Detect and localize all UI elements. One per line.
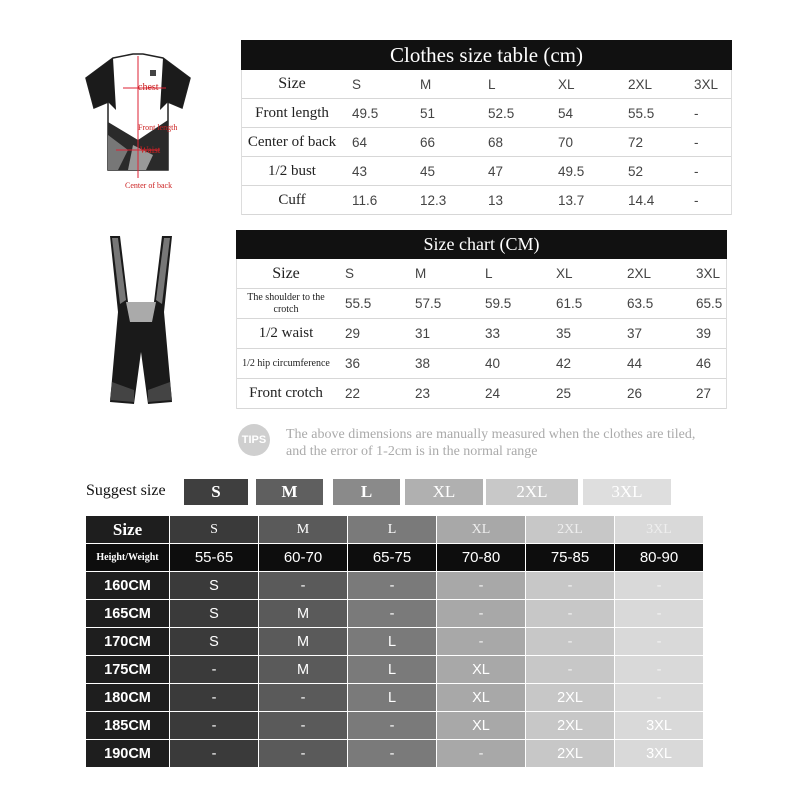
grid-cell: - bbox=[437, 600, 526, 628]
grid-cell: - bbox=[348, 600, 437, 628]
clothes-size-table-body bbox=[241, 70, 732, 215]
table1-header-cell: L bbox=[488, 76, 496, 92]
table1-cell: 47 bbox=[488, 163, 504, 179]
grid-row bbox=[86, 684, 704, 712]
size-recommendation-grid bbox=[86, 516, 704, 768]
grid-header-cell: Size bbox=[86, 516, 170, 544]
table2-cell: 55.5 bbox=[345, 296, 372, 311]
table1-cell: 64 bbox=[352, 134, 368, 150]
grid-cell: M bbox=[259, 600, 348, 628]
grid-cell: L bbox=[348, 656, 437, 684]
table2-cell: 44 bbox=[627, 356, 643, 371]
grid-cell: S bbox=[170, 572, 259, 600]
table2-row-label: Front crotch bbox=[249, 385, 323, 401]
grid-cell: - bbox=[615, 572, 704, 600]
clothes-size-table bbox=[241, 40, 732, 215]
table1-cell: 11.6 bbox=[352, 192, 378, 208]
grid-row bbox=[86, 628, 704, 656]
grid-hw-cell: Height/Weight bbox=[86, 544, 170, 572]
grid-cell: - bbox=[615, 684, 704, 712]
table2-cell: 42 bbox=[556, 356, 572, 371]
jersey-illustration bbox=[78, 50, 198, 198]
grid-header-cell: M bbox=[259, 516, 348, 544]
table2-cell: 37 bbox=[627, 326, 643, 341]
grid-cell: - bbox=[259, 740, 348, 768]
grid-cell: - bbox=[526, 572, 615, 600]
table1-cell: 55.5 bbox=[628, 105, 655, 121]
grid-cell: 175CM bbox=[86, 656, 170, 684]
grid-header-cell: XL bbox=[437, 516, 526, 544]
grid-cell: 3XL bbox=[615, 712, 704, 740]
suggest-size-label: Suggest size bbox=[86, 482, 166, 499]
grid-cell: L bbox=[348, 684, 437, 712]
table1-row-label: Center of back bbox=[247, 133, 337, 150]
table2-row-label: The shoulder to the crotch bbox=[247, 291, 325, 315]
grid-cell: - bbox=[526, 656, 615, 684]
table2-cell: 36 bbox=[345, 356, 361, 371]
table1-header-row bbox=[242, 70, 731, 99]
table1-cell: - bbox=[694, 105, 699, 121]
grid-cell: - bbox=[437, 628, 526, 656]
table1-cell: 49.5 bbox=[352, 105, 379, 121]
bib-shorts-illustration bbox=[98, 232, 184, 412]
table1-header-cell: M bbox=[420, 76, 432, 92]
grid-cell: XL bbox=[437, 656, 526, 684]
grid-cell: - bbox=[170, 684, 259, 712]
grid-cell: 160CM bbox=[86, 572, 170, 600]
table2-cell: 27 bbox=[696, 386, 712, 401]
grid-header-cell: L bbox=[348, 516, 437, 544]
grid-cell: - bbox=[615, 600, 704, 628]
table1-cell: 13 bbox=[488, 192, 504, 208]
grid-hw-cell: 60-70 bbox=[259, 544, 348, 572]
table1-header-cell: S bbox=[352, 76, 362, 92]
table2-cell: 57.5 bbox=[415, 296, 442, 311]
grid-cell: - bbox=[348, 572, 437, 600]
jersey-label-front-length: Front length bbox=[138, 123, 178, 132]
grid-cell: - bbox=[259, 712, 348, 740]
grid-cell: 185CM bbox=[86, 712, 170, 740]
bib-size-chart bbox=[236, 230, 727, 409]
table2-cell: 59.5 bbox=[485, 296, 512, 311]
clothes-size-table-title: Clothes size table (cm) bbox=[241, 40, 732, 70]
table1-cell: 13.7 bbox=[558, 192, 585, 208]
table2-header-row bbox=[237, 259, 726, 289]
table2-header-cell: 2XL bbox=[627, 266, 652, 281]
grid-cell: - bbox=[615, 628, 704, 656]
table1-header-cell: Size bbox=[278, 75, 306, 92]
table1-row bbox=[242, 186, 731, 215]
table1-cell: 49.5 bbox=[558, 163, 585, 179]
suggest-size-l: L bbox=[333, 479, 400, 505]
grid-cell: XL bbox=[437, 712, 526, 740]
table2-header-cell: XL bbox=[556, 266, 573, 281]
tips-text bbox=[286, 426, 756, 460]
table1-cell: 54 bbox=[558, 105, 574, 121]
grid-hw-cell: 70-80 bbox=[437, 544, 526, 572]
table2-cell: 40 bbox=[485, 356, 501, 371]
grid-hw-cell: 80-90 bbox=[615, 544, 704, 572]
table2-cell: 24 bbox=[485, 386, 501, 401]
table2-header-cell: 3XL bbox=[696, 266, 721, 281]
grid-cell: - bbox=[259, 684, 348, 712]
table1-header-cell: 2XL bbox=[628, 76, 653, 92]
grid-cell: - bbox=[348, 712, 437, 740]
grid-cell: - bbox=[437, 740, 526, 768]
table1-cell: 68 bbox=[488, 134, 504, 150]
tips-line-1: The above dimensions are manually measured when the clothes are tiled, bbox=[286, 427, 696, 442]
table1-row bbox=[242, 157, 731, 186]
grid-row bbox=[86, 600, 704, 628]
table2-cell: 23 bbox=[415, 386, 431, 401]
grid-cell: - bbox=[170, 712, 259, 740]
table2-header-cell: S bbox=[345, 266, 355, 281]
table1-row bbox=[242, 99, 731, 128]
suggest-size-2xl: 2XL bbox=[486, 479, 578, 505]
table2-cell: 38 bbox=[415, 356, 431, 371]
grid-hw-cell: 65-75 bbox=[348, 544, 437, 572]
grid-cell: - bbox=[170, 740, 259, 768]
table2-cell: 33 bbox=[485, 326, 501, 341]
table1-cell: 51 bbox=[420, 105, 436, 121]
grid-cell: L bbox=[348, 628, 437, 656]
table1-cell: 72 bbox=[628, 134, 644, 150]
table2-header-cell: Size bbox=[272, 264, 300, 282]
jersey-label-waist: Waist bbox=[140, 145, 161, 155]
grid-header-row bbox=[86, 516, 704, 544]
grid-cell: M bbox=[259, 656, 348, 684]
grid-cell: S bbox=[170, 600, 259, 628]
grid-row bbox=[86, 656, 704, 684]
table1-cell: 52.5 bbox=[488, 105, 515, 121]
table2-cell: 63.5 bbox=[627, 296, 654, 311]
grid-hw-cell: 75-85 bbox=[526, 544, 615, 572]
table1-cell: 66 bbox=[420, 134, 436, 150]
tips-icon: TIPS bbox=[238, 424, 270, 456]
suggest-size-3xl: 3XL bbox=[583, 479, 671, 505]
table2-cell: 31 bbox=[415, 326, 431, 341]
grid-hw-cell: 55-65 bbox=[170, 544, 259, 572]
grid-cell: 165CM bbox=[86, 600, 170, 628]
suggest-size-s: S bbox=[184, 479, 248, 505]
grid-header-cell: 2XL bbox=[526, 516, 615, 544]
jersey-label-center-back: Center of back bbox=[125, 181, 173, 190]
table1-row bbox=[242, 128, 731, 157]
table2-cell: 39 bbox=[696, 326, 712, 341]
table2-cell: 22 bbox=[345, 386, 361, 401]
grid-row bbox=[86, 740, 704, 768]
table1-header-cell: XL bbox=[558, 76, 575, 92]
grid-header-cell: S bbox=[170, 516, 259, 544]
grid-cell: 3XL bbox=[615, 740, 704, 768]
table1-cell: 52 bbox=[628, 163, 644, 179]
bib-size-chart-body bbox=[236, 259, 727, 409]
table2-row-label: 1/2 waist bbox=[258, 325, 314, 341]
suggest-size-xl: XL bbox=[405, 479, 483, 505]
table1-row-label: 1/2 bust bbox=[268, 162, 316, 179]
grid-cell: 2XL bbox=[526, 740, 615, 768]
grid-cell: - bbox=[526, 600, 615, 628]
table2-row-label: 1/2 hip circumference bbox=[242, 357, 330, 369]
table2-cell: 35 bbox=[556, 326, 572, 341]
table1-row-label: Front length bbox=[255, 104, 329, 121]
table2-row bbox=[237, 289, 726, 319]
grid-cell: - bbox=[437, 572, 526, 600]
grid-cell: 180CM bbox=[86, 684, 170, 712]
table2-cell: 25 bbox=[556, 386, 572, 401]
tips-line-2: and the error of 1-2cm is in the normal range bbox=[286, 444, 538, 459]
table1-cell: 43 bbox=[352, 163, 368, 179]
table2-row bbox=[237, 349, 726, 379]
grid-cell: S bbox=[170, 628, 259, 656]
table1-cell: - bbox=[694, 192, 699, 208]
table1-header-cell: 3XL bbox=[694, 76, 719, 92]
grid-row bbox=[86, 572, 704, 600]
grid-cell: 170CM bbox=[86, 628, 170, 656]
table2-cell: 26 bbox=[627, 386, 643, 401]
table2-row bbox=[237, 379, 726, 409]
suggest-size-m: M bbox=[256, 479, 323, 505]
table2-cell: 29 bbox=[345, 326, 361, 341]
table1-cell: 12.3 bbox=[420, 192, 447, 208]
table1-cell: - bbox=[694, 163, 699, 179]
grid-cell: - bbox=[259, 572, 348, 600]
table1-cell: 14.4 bbox=[628, 192, 655, 208]
table1-cell: - bbox=[694, 134, 699, 150]
grid-cell: 2XL bbox=[526, 684, 615, 712]
grid-cell: 2XL bbox=[526, 712, 615, 740]
table2-header-cell: L bbox=[485, 266, 493, 281]
table1-cell: 45 bbox=[420, 163, 436, 179]
bib-size-chart-title: Size chart (CM) bbox=[236, 230, 727, 259]
grid-cell: - bbox=[526, 628, 615, 656]
table1-row-label: Cuff bbox=[278, 191, 306, 208]
grid-cell: - bbox=[170, 656, 259, 684]
grid-cell: XL bbox=[437, 684, 526, 712]
grid-cell: M bbox=[259, 628, 348, 656]
grid-header-cell: 3XL bbox=[615, 516, 704, 544]
table2-cell: 65.5 bbox=[696, 296, 723, 311]
grid-cell: - bbox=[348, 740, 437, 768]
grid-cell: 190CM bbox=[86, 740, 170, 768]
grid-cell: - bbox=[615, 656, 704, 684]
table2-cell: 46 bbox=[696, 356, 712, 371]
table2-row bbox=[237, 319, 726, 349]
table2-header-cell: M bbox=[415, 266, 427, 281]
grid-height-weight-row bbox=[86, 544, 704, 572]
grid-row bbox=[86, 712, 704, 740]
jersey-label-chest: chest bbox=[138, 82, 159, 93]
table1-cell: 70 bbox=[558, 134, 574, 150]
table2-cell: 61.5 bbox=[556, 296, 583, 311]
